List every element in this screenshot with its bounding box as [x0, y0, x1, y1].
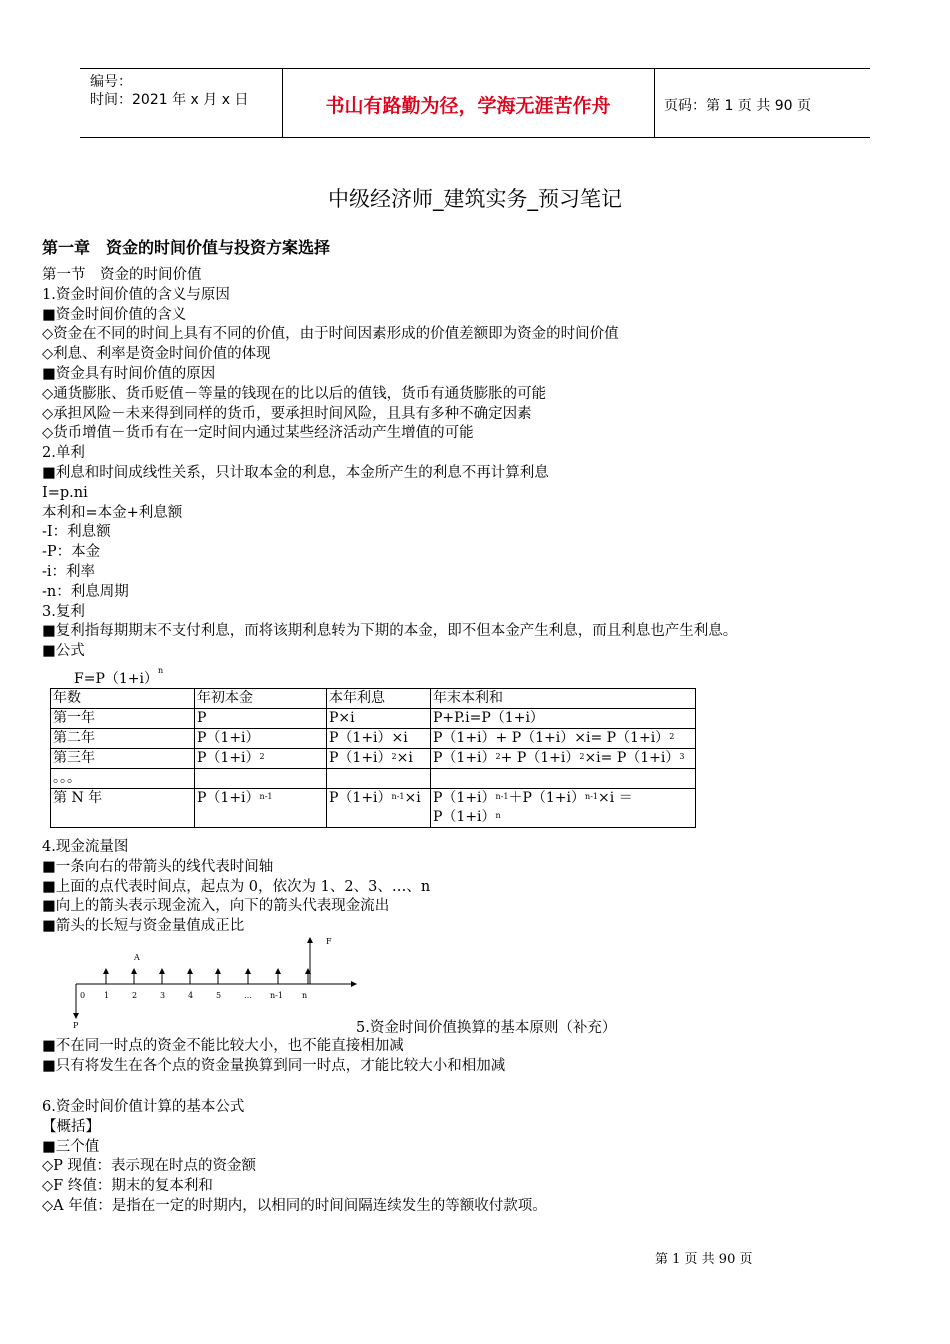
text-line: 2.单利: [42, 445, 85, 462]
table-cell: P: [195, 709, 327, 729]
tick-label: n: [302, 991, 308, 1000]
text-line: ◇资金在不同的时间上具有不同的价值，由于时间因素形成的价值差额即为资金的时间价值: [42, 326, 619, 343]
tick-label: n-1: [270, 991, 283, 1000]
table-row: [51, 749, 696, 769]
text-line: ■公式: [42, 643, 85, 660]
compound-formula: [74, 668, 163, 688]
tick-label: 2: [132, 991, 138, 1000]
section-6-text: [42, 1098, 547, 1217]
tick-label: 3: [160, 991, 166, 1000]
table-cell: P（1+i）: [195, 729, 327, 749]
text-line: ■资金具有时间价值的原因: [42, 365, 216, 382]
label-f: F: [326, 937, 332, 946]
header-motto: 书山有路勤为径，学海无涯苦作舟: [325, 95, 611, 117]
table-cell: $P(1+i)^2\times i$: [327, 749, 431, 769]
document-title: 中级经济师_建筑实务_预习笔记: [328, 187, 622, 211]
tick-label: 1: [104, 991, 110, 1000]
text-line: 1.资金时间价值的含义与原因: [42, 286, 230, 303]
text-line: 4.现金流量图: [42, 839, 129, 855]
table-cell: $P(1+i)+ P(1+i)\times i= P(1+i)^2$: [431, 729, 696, 749]
text-line: 3.复利: [42, 603, 85, 620]
text-line: ■只有将发生在各个点的资金量换算到同一时点，才能比较大小和相加减: [42, 1057, 506, 1074]
text-line: -i：利率: [42, 563, 96, 580]
table-cell: P（1+i）×i: [327, 729, 431, 749]
text-line: ■利息和时间成线性关系，只计取本金的利息，本金所产生的利息不再计算利息: [42, 464, 549, 481]
tick-label: 4: [188, 991, 194, 1000]
text-line: ■一条向右的带箭头的线代表时间轴: [42, 858, 274, 875]
table-cell: $P(1+i)^{n-1}\times i$: [327, 789, 431, 828]
tick-label: …: [244, 991, 252, 1000]
text-line: ■上面的点代表时间点，起点为 0，依次为 1、2、3、…、n: [42, 878, 431, 895]
text-line: ◇F 终值：期末的复本利和: [42, 1178, 213, 1195]
text-line: ■资金时间价值的含义: [42, 306, 187, 323]
text-line: ■向上的箭头表示现金流入，向下的箭头代表现金流出: [42, 898, 390, 915]
text-line: ■复利指每期期末不支付利息，而将该期利息转为下期的本金，即不但本金产生利息，而且利息也产生利息。: [42, 623, 738, 640]
formula-sup: n: [157, 666, 164, 675]
page-header: [80, 68, 870, 138]
formula-text: F=P（1+i）: [74, 671, 158, 687]
text-line: ■不在同一时点的资金不能比较大小，也不能直接相加减: [42, 1038, 404, 1054]
header-meta: [90, 73, 248, 109]
table-cell: $P(1+i)^2+ P(1+i)^2\times i= P(1+i)^3$: [431, 749, 696, 769]
table-row: [51, 789, 696, 828]
text-line: -n：利息周期: [42, 583, 129, 600]
label-a: A: [134, 953, 140, 962]
number-label: 编号：: [90, 74, 132, 90]
table-cell: $P(1+i)^{n-1}+P(1+i)^{n-1}\times i$ ＝ $P(1+i)^n$: [431, 789, 696, 828]
table-cell: 。。。: [51, 769, 195, 789]
table-header: 年数: [51, 689, 195, 709]
section-5-text: [42, 1037, 505, 1077]
page-footer: 第 1 页 共 90 页: [655, 1252, 753, 1267]
text-line: ◇货币增值－货币有在一定时间内通过某些经济活动产生增值的可能: [42, 425, 474, 442]
table-cell: P×i: [327, 709, 431, 729]
header-page-info: 页码：第 1 页 共 90 页: [664, 98, 811, 114]
header-divider: [654, 69, 655, 137]
table-header: 年初本金: [195, 689, 327, 709]
text-line: ◇通货膨胀、货币贬值－等量的钱现在的比以后的值钱，货币有通货膨胀的可能: [42, 385, 547, 402]
table-row: [51, 729, 696, 749]
table-cell: 第三年: [51, 749, 195, 769]
table-cell: 第 N 年: [51, 789, 195, 828]
table-row: [51, 769, 696, 789]
text-line: ◇利息、利率是资金时间价值的体现: [42, 346, 271, 363]
text-line: 第一节 资金的时间价值: [42, 267, 202, 283]
cash-flow-diagram: [64, 930, 364, 1034]
table-cell: 第二年: [51, 729, 195, 749]
text-line: ■三个值: [42, 1138, 100, 1155]
table-cell: [431, 769, 696, 789]
text-line: ◇A 年值：是指在一定的时期内，以相同的时间间隔连续发生的等额收付款项。: [42, 1197, 547, 1214]
text-line: ■箭头的长短与资金量值成正比: [42, 918, 245, 935]
table-cell: $P(1+i)^2$: [195, 749, 327, 769]
table-header: 本年利息: [327, 689, 431, 709]
section-5-title: 5.资金时间价值换算的基本原则（补充）: [356, 1020, 617, 1036]
chapter-heading: 第一章 资金的时间价值与投资方案选择: [42, 238, 331, 257]
text-line: 【概括】: [42, 1118, 100, 1135]
label-p: P: [73, 1021, 79, 1030]
tick-label: 0: [80, 991, 86, 1000]
text-line: 6.资金时间价值计算的基本公式: [42, 1099, 245, 1115]
table-cell: [195, 769, 327, 789]
text-line: ◇P 现值：表示现在时点的资金额: [42, 1158, 257, 1175]
date-label: 时间：2021 年 x 月 x 日: [90, 92, 249, 108]
table-header: 年末本利和: [431, 689, 696, 709]
table-cell: 第一年: [51, 709, 195, 729]
table-cell: P+P.i=P（1+i）: [431, 709, 696, 729]
text-line: I=p.ni: [42, 484, 88, 501]
compound-interest-table: [50, 688, 696, 828]
table-header-row: [51, 689, 696, 709]
tick-label: 5: [216, 991, 222, 1000]
table-cell: $P(1+i)^{n-1}$: [195, 789, 327, 828]
table-cell: [327, 769, 431, 789]
table-row: [51, 709, 696, 729]
text-line: -P：本金: [42, 544, 101, 561]
text-line: ◇承担风险－未来得到同样的货币，要承担时间风险，且具有多种不确定因素: [42, 405, 532, 422]
text-line: 本利和=本金+利息额: [42, 504, 183, 521]
section-1-3-text: [42, 266, 737, 662]
section-4-text: [42, 838, 430, 937]
text-line: -I：利息额: [42, 524, 111, 541]
